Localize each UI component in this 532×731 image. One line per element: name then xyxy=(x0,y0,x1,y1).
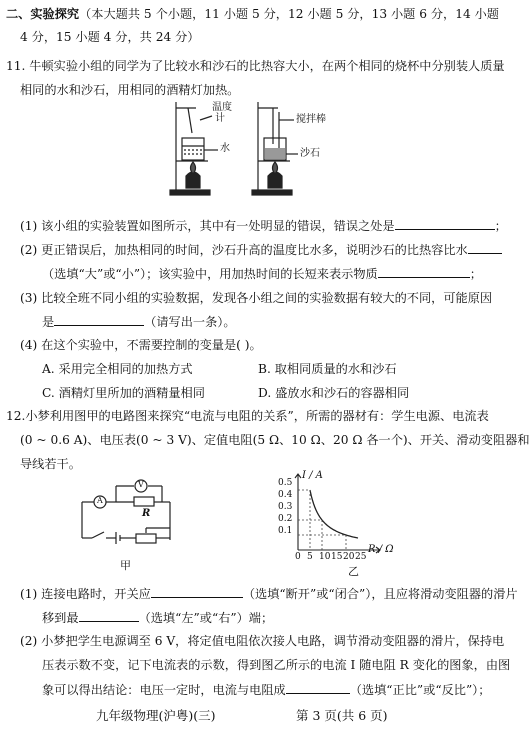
current-resistance-graph xyxy=(278,470,394,578)
q12-part-2-line-1: (2) 小梦把学生电源调至 6 V，将定值电阻依次接人电路，调节滑动变阻器的滑片，保持电 xyxy=(20,634,505,648)
section-note-line-2: 4 分，15 小题 4 分，共 24 分） xyxy=(20,30,200,44)
q12-part-1-line-1: (1) 连接电路时，开关应 （选填“断开”或“闭合”），且应将滑动变阻器的滑片 xyxy=(20,587,518,601)
option-a[interactable]: A. 采用完全相同的加热方式 xyxy=(42,362,193,376)
label-sand: 沙石 xyxy=(300,148,320,159)
answer-blank[interactable] xyxy=(79,609,139,622)
q11-part-4: (4) 在这个实验中，不需要控制的变量是( )。 xyxy=(20,338,262,352)
q12-stem-line-3: 导线若干。 xyxy=(20,457,81,471)
q12-stem-line-2: (0 ~ 0.6 A)、电压表(0 ~ 3 V)、定值电阻(5 Ω、10 Ω、20 Ω 各一个)、开关、滑动变阻器和 xyxy=(20,433,530,447)
q11-part-2-line-1: (2) 更正错误后，加热相同的时间，沙石升高的温度比水多，说明沙石的比热容比水 xyxy=(20,241,502,258)
x-axis-label: R / Ω xyxy=(368,544,394,555)
q11-number: 11. xyxy=(6,59,26,73)
q12-part-2-line-2: 压表示数不变，记下电流表的示数，得到图乙所示的电流 I 随电阻 R 变化的图象，由图 xyxy=(42,658,511,672)
q12-number: 12. xyxy=(6,409,26,423)
option-d[interactable]: D. 盛放水和沙石的容器相同 xyxy=(258,386,410,400)
y-tick-label: 0.5 xyxy=(278,478,293,488)
x-tick-label: 25 xyxy=(355,552,367,562)
q11-apparatus-figure xyxy=(160,98,330,200)
q11-part-3-line-1: (3) 比较全班不同小组的实验数据，发现各小组之间的实验数据有较大的不同，可能原因 xyxy=(20,291,493,305)
section-title: 二、实验探究 xyxy=(6,7,80,21)
x-tick-label: 5 xyxy=(307,552,313,562)
y-tick-label: 0.4 xyxy=(278,490,293,500)
label-thermometer-b: 计 xyxy=(215,113,225,124)
answer-blank[interactable] xyxy=(468,241,502,254)
y-tick-label: 0.3 xyxy=(278,502,293,512)
current-curve xyxy=(310,490,358,538)
q12-part-1-line-2: 移到最 （选填“左”或“右”）端； xyxy=(42,611,274,625)
option-c[interactable]: C. 酒精灯里所加的酒精量相同 xyxy=(42,386,205,400)
footer-subject: 九年级物理(沪粤)(三) xyxy=(96,708,216,723)
x-tick-label: 20 xyxy=(343,552,355,562)
x-tick-label: 0 xyxy=(295,552,301,562)
y-tick-label: 0.1 xyxy=(278,526,293,536)
option-b[interactable]: B. 取相同质量的水和沙石 xyxy=(258,362,397,376)
section-header xyxy=(6,6,499,22)
label-water: 水 xyxy=(220,143,230,154)
resistor-label: R xyxy=(142,508,151,519)
q11-part-2-line-2: （选填“大”或“小”）；该实验中，用加热时间的长短来表示物质 ； xyxy=(42,267,482,281)
label-thermometer-a: 温度 xyxy=(212,102,232,113)
circuit-diagram xyxy=(76,476,186,572)
q12-stem-line-1: 12.小梦利用图甲的电路图来探究“电流与电阻的关系”，所需的器材有：学生电源、电流表 xyxy=(6,409,489,423)
q11-stem-text-1: 牛顿实验小组的同学为了比较水和沙石的比热容大小，在两个相同的烧杯中分别装人质量 xyxy=(29,59,505,73)
q12-part-2-line-3: 象可以得出结论：电压一定时，电流与电阻成 （选填“正比”或“反比”）； xyxy=(42,683,491,697)
graph-caption: 乙 xyxy=(348,565,359,578)
voltmeter-symbol: V xyxy=(138,480,144,489)
label-stirrer: 搅拌棒 xyxy=(296,114,326,125)
answer-blank[interactable] xyxy=(395,217,495,230)
y-tick-label: 0.2 xyxy=(278,514,293,524)
y-axis-label: I / A xyxy=(302,470,323,481)
circuit-caption: 甲 xyxy=(120,559,131,572)
q11-part-3-line-2: 是 （请写出一条）。 xyxy=(42,315,236,329)
answer-blank[interactable] xyxy=(378,265,470,278)
q11-stem-line-1 xyxy=(6,58,505,74)
q11-stem-line-2: 相同的水和沙石，用相同的酒精灯加热。 xyxy=(20,83,240,97)
x-tick-label: 15 xyxy=(331,552,343,562)
answer-blank[interactable] xyxy=(54,313,144,326)
section-note-line-1: （本大题共 5 个小题，11 小题 5 分，12 小题 5 分，13 小题 6 分，14 小题 xyxy=(79,7,499,21)
footer-page-number: 第 3 页(共 6 页) xyxy=(296,708,388,723)
answer-blank[interactable] xyxy=(286,681,350,694)
x-tick-label: 10 xyxy=(319,552,331,562)
q11-part-1: (1) 该小组的实验装置如图所示，其中有一处明显的错误，错误之处是 ； xyxy=(20,219,507,233)
ammeter-symbol: A xyxy=(97,496,103,505)
answer-blank[interactable] xyxy=(151,585,243,598)
circuit-drawing xyxy=(76,476,186,556)
